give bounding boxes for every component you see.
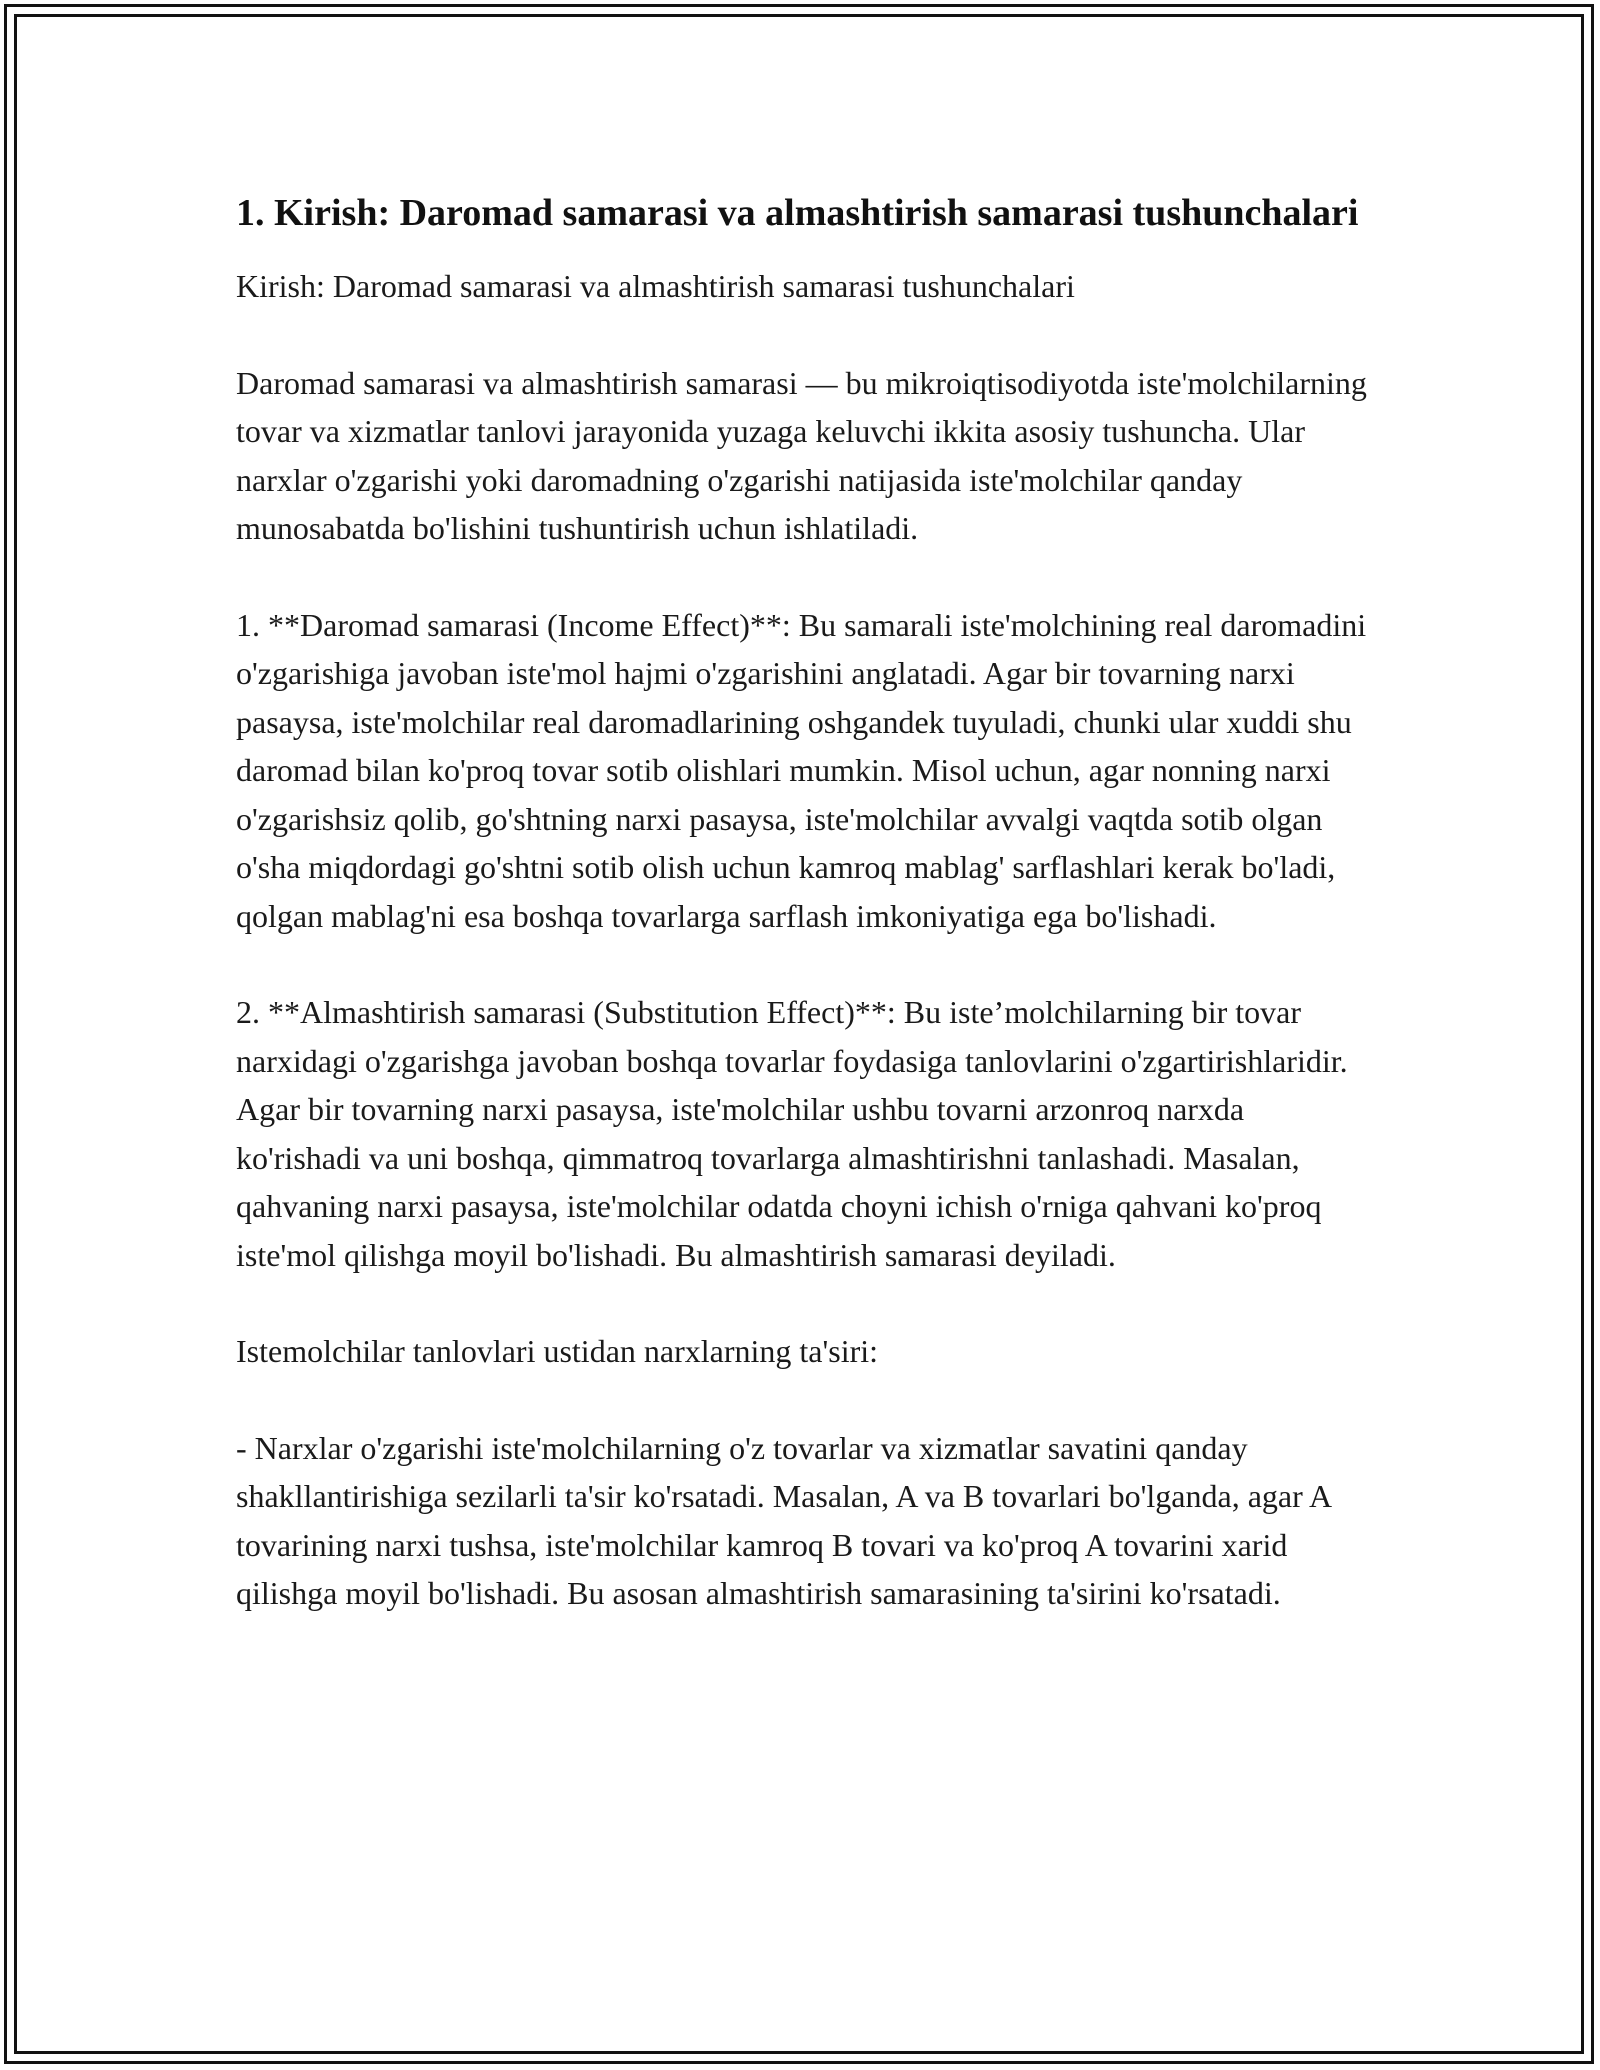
price-influence-heading-paragraph: Istemolchilar tanlovlari ustidan narxlarning ta'siri:: [236, 1333, 879, 1369]
substitution-effect-paragraph: 2. **Almashtirish samarasi (Substitution Effect)**: Bu iste’molchilarning bir tovar narxidagi o'zgarishga javoban boshqa tovarlar foydasiga tanlovlarini o'zgartirishlaridir. Agar bir tovarning narxi pasaysa, iste'molchilar ushbu tovarni arzonroq narxda ko'rishadi va uni boshqa, qimmatroq tovarlarga almashtirishni tanlashadi. Masalan, qahvaning narxi pasaysa, iste'molchilar odatda choyni ichish o'rniga qahvani ko'proq iste'mol qilishga moyil bo'lishadi. Bu almashtirish samarasi deyiladi.: [236, 994, 1348, 1273]
income-effect-paragraph: 1. **Daromad samarasi (Income Effect)**: Bu samarali iste'molchining real daromadini o'zgarishiga javoban iste'mol hajmi o'zgarishini anglatadi. Agar bir tovarning narxi pasaysa, iste'molchilar real daromadlarining oshgandek tuyuladi, chunki ular xuddi shu daromad bilan ko'proq tovar sotib olishlari mumkin. Misol uchun, agar nonning narxi o'zgarishsiz qolib, go'shtning narxi pasaysa, iste'molchilar avvalgi vaqtda sotib olgan o'sha miqdordagi go'shtni sotib olish uchun kamroq mablag' sarflashlari kerak bo'ladi, qolgan mablag'ni esa boshqa tovarlarga sarflash imkoniyatiga ega bo'lishadi.: [236, 606, 1367, 934]
section-heading: 1. Kirish: Daromad samarasi va almashtirish samarasi tushunchalari: [236, 192, 1359, 234]
definition-paragraph: Daromad samarasi va almashtirish samarasi — bu mikroiqtisodiyotda iste'molchilarning tovar va xizmatlar tanlovi jarayonida yuzaga keluvchi ikkita asosiy tushuncha. Ular narxlar o'zgarishi yoki daromadning o'zgarishi natijasida iste'molchilar qanday munosabatda bo'lishini tushuntirish uchun ishlatiladi.: [236, 364, 1367, 546]
document-body: [236, 186, 1376, 1666]
price-influence-bullet-paragraph: - Narxlar o'zgarishi iste'molchilarning o'z tovarlar va xizmatlar savatini qanday shakllantirishiga sezilarli ta'sir ko'rsatadi. Masalan, A va B tovarlari bo'lganda, agar A tovarining narxi tushsa, iste'molchilar kamroq B tovari va ko'proq A tovarini xarid qilishga moyil bo'lishadi. Bu asosan almashtirish samarasining ta'sirini ko'rsatadi.: [236, 1429, 1331, 1611]
intro-title-paragraph: Kirish: Daromad samarasi va almashtirish samarasi tushunchalari: [236, 268, 1075, 304]
